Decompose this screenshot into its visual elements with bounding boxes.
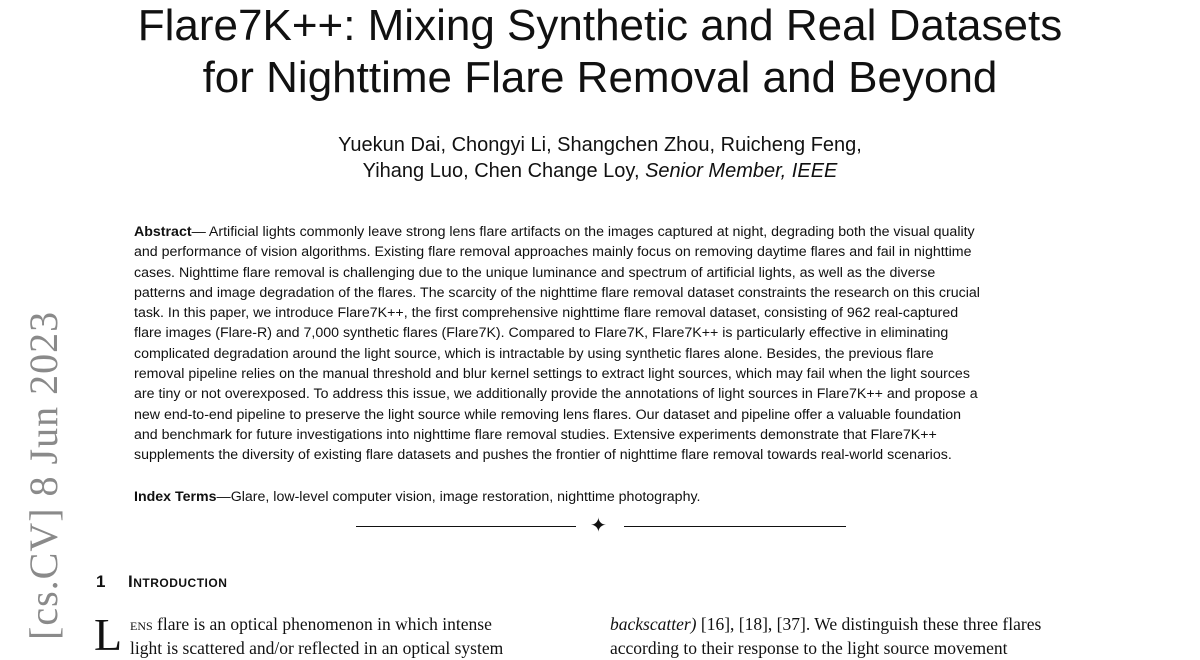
paper-title — [0, 0, 1200, 104]
abstract-line: supplements the diversity of existing flare datasets and pushes the frontier of nighttime flare removal towards real-world scenarios. — [134, 447, 952, 464]
abstract-line: complicated degradation around the light source, which is intractable by using synthetic flares alone. Besides, the previous flare — [134, 345, 934, 362]
divider-right-rule — [624, 526, 846, 527]
drop-cap: L — [94, 609, 123, 660]
index-terms-label: Index Terms — [134, 489, 217, 505]
divider-left-rule — [356, 526, 576, 527]
body-italic-text: backscatter) — [610, 614, 697, 634]
abstract-line: task. In this paper, we introduce Flare7K++, the first comprehensive nighttime flare removal dataset, consisting of 962 real-captured — [134, 305, 959, 322]
index-terms-text: —Glare, low-level computer vision, image restoration, nighttime photography. — [216, 489, 701, 505]
abstract-line: and benchmark for future investigations into nighttime flare removal studies. Extensive experiments demonstrate that Flare7K++ — [134, 426, 937, 443]
abstract-label: Abstract — [134, 224, 192, 240]
body-line — [610, 612, 1041, 636]
abstract-line: and performance of vision algorithms. Existing flare removal approaches mainly focus on removing daytime flares and fail in nighttime — [134, 244, 972, 261]
abstract-line: cases. Nighttime flare removal is challenging due to the unique luminance and spectrum of artificial lights, as well as the diverse — [134, 264, 936, 281]
body-caps-word: ens — [130, 614, 153, 634]
abstract-text: — Artificial lights commonly leave strong lens flare artifacts on the images captured at night, degrading both the visual quality — [191, 224, 975, 240]
title-line-1: Flare7K++: Mixing Synthetic and Real Datasets — [137, 1, 1063, 50]
abstract-line: patterns and image degradation of the flares. The scarcity of the nighttime flare removal dataset constraints the research on this crucial — [134, 284, 980, 301]
title-line-2: for Nighttime Flare Removal and Beyond — [202, 53, 998, 102]
authors-line-2 — [0, 158, 1200, 184]
abstract-line — [134, 222, 1072, 242]
abstract-line: flare images (Flare-R) and 7,000 synthetic flares (Flare7K). Compared to Flare7K, Flare7K++ is particularly effective in eliminating — [134, 325, 949, 342]
abstract — [134, 222, 1072, 466]
abstract-line: removal pipeline relies on the manual threshold and blur kernel settings to extract light sources, which may fail when the light sources — [134, 366, 970, 383]
body-text: flare is an optical phenomenon in which intense — [152, 614, 492, 634]
body-right-column — [610, 612, 1041, 660]
arxiv-side-stamp — [20, 310, 66, 640]
section-number: 1 — [96, 572, 106, 591]
arxiv-stamp-text: [cs.CV] 8 Jun 2023 — [21, 310, 66, 640]
body-line — [130, 612, 503, 636]
section-title: Introduction — [128, 572, 228, 591]
abstract-line: are tiny or not overexposed. To address this issue, we additionally provide the annotations of light sources in Flare7K++ and propose a — [134, 386, 978, 403]
abstract-line: new end-to-end pipeline to preserve the light source while removing lens flares. Our dataset and pipeline offer a valuable foundation — [134, 406, 962, 423]
divider-diamond-icon: ✦ — [590, 515, 607, 537]
index-terms — [134, 487, 1072, 507]
authors-line-1: Yuekun Dai, Chongyi Li, Shangchen Zhou, Ruicheng Feng, — [338, 134, 862, 156]
authors-line-2-names: Yihang Luo, Chen Change Loy, — [362, 160, 646, 182]
body-left-column — [130, 612, 503, 660]
author-membership: Senior Member, IEEE — [645, 160, 838, 182]
body-line: light is scattered and/or reflected in an optical system — [130, 638, 504, 658]
section-heading — [96, 572, 227, 592]
body-text: [16], [18], [37]. We distinguish these three flares — [696, 614, 1042, 634]
body-line: according to their response to the light source movement — [610, 638, 1008, 658]
author-list — [0, 132, 1200, 184]
